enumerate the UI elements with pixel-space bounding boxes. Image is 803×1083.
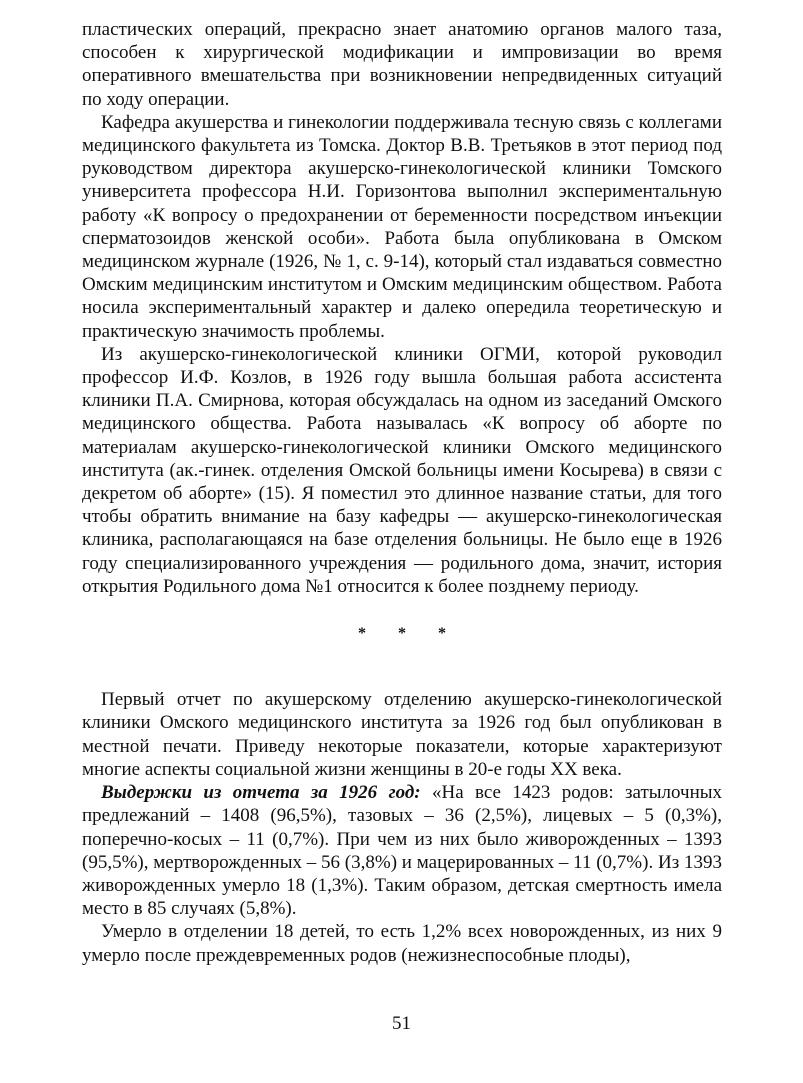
excerpt-text: «На все 1423 родов: затылочных предлежаний – 1408 (96,5%), тазовых – 36 (2,5%), лицевых – 5 (0,3%), поперечно-косых – 11 (0,7%). При чем из них было живорожденных – 1393 (95,5%), мертворожденных – 56 (3,8%) и мацерированных – 11 (0,7%). Из 1393 живорожденных умерло 18 (1,3%). Таким образом, детская смертность имела место в 85 случаях (5,8%). [82,782,723,920]
paragraph-2: Кафедра акушерства и гинекологии поддерживала тесную связь с коллегами медицинского факультета из Томска. Доктор В.В. Третьяков в этот период под руководством директора акушерско-гинекологической клиники Томского университета профессора Н.И. Горизонтова выполнил экспериментальную работу «К вопросу о предохранении от беременности посредством инъекции сперматозоидов женской особи». Работа была опубликована в Омском медицинском журнале (1926, № 1, с. 9-14), который стал издаваться совместно Омским медицинским институтом и Омским медицинским обществом. Работа носила экспериментальный характер и далеко опередила теоретическую и практическую значимость проблемы. [82,111,722,342]
separator-asterisk: * [358,625,366,643]
paragraph-last: Умерло в отделении 18 детей, то есть 1,2% всех новорожденных, из них 9 умерло после преждевременных родов (нежизнеспособные плоды), [82,921,722,966]
separator-asterisk: * [398,625,406,643]
separator-asterisk: * [438,625,446,643]
page-body [82,18,722,967]
paragraph-excerpt [82,781,722,920]
paragraph-3: Из акушерско-гинекологической клиники ОГМИ, которой руководил профессор И.Ф. Козлов, в 1926 году вышла большая работа ассистента клиники П.А. Смирнова, которая обсуждалась на одном из заседаний Омского медицинского общества. Работа называлась «К вопросу об аборте по материалам акушерско-гинекологической клиники Омского медицинского института (ак.-гинек. отделения Омской больницы имени Косырева) в связи с декретом об аборте» (15). Я поместил это длинное название статьи, для того чтобы обратить внимание на базу кафедры — акушерско-гинекологическая клиника, располагающаяся на базе отделения больницы. Не было еще в 1926 году специализированного учреждения — родильного дома, значит, история открытия Родильного дома №1 относится к более позднему периоду. [82,343,722,597]
excerpt-label: Выдержки из отчета за 1926 год: [101,782,421,804]
page-number: 51 [392,1013,411,1034]
paragraph-4: Первый отчет по акушерскому отделению акушерско-гинекологической клиники Омского медицинского института за 1926 год был опубликован в местной печати. Приведу некоторые показатели, которые характеризуют многие аспекты социальной жизни женщины в 20-е годы XX века. [82,689,722,780]
section-separator [82,622,722,645]
paragraph-1: пластических операций, прекрасно знает анатомию органов малого таза, способен к хирургической модификации и импровизации во время оперативного вмешательства при возникновении непредвиденных ситуаций по ходу операции. [82,19,722,110]
